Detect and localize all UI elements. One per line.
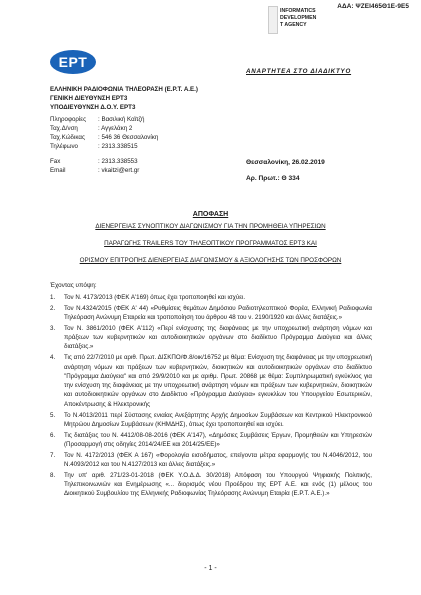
item-text: Τον Ν.4324/2015 (ΦΕΚ Α' 44) «Ρυθμίσεις θεμάτων Δημόσιου Ραδιοτηλεοπτικού Φορέα, Ελληνική Ραδιοφωνία Τηλεόραση Ανώνυμη Εταιρεία και τροποποίηση του άρθρου 48 του ν. 2190/1920 και άλλες διατάξεις.» [64, 304, 372, 322]
list-item [50, 353, 372, 409]
subject-line: ΟΡΙΣΜΟΥ ΕΠΙΤΡΟΠΗΣ ΔΙΕΝΕΡΓΕΙΑΣ ΔΙΑΓΩΝΙΣΜΟΥ & ΑΞΙΟΛΟΓΗΣΗΣ ΤΩΝ ΠΡΟΣΦΟΡΩΝ [79, 257, 342, 264]
contact-row [50, 125, 132, 132]
contact-value: : 2313.338515 [98, 143, 138, 150]
item-number: 8. [50, 471, 56, 479]
ert-logo: ΕΡΤ [50, 50, 96, 74]
stamp-line: T AGENCY [280, 22, 307, 28]
considering-heading: Έχοντας υπόψη: [50, 282, 97, 289]
stamp-text [280, 8, 316, 29]
place-date: Θεσσαλονίκη, 26.02.2019 [246, 159, 325, 166]
contact-value: : vkaitzi@ert.gr [98, 167, 140, 174]
item-text: Τον Ν. 4172/2013 (ΦΕΚ Α 167) «Φορολογία εισοδήματος, επείγοντα μέτρα εφαρμογής του Ν.4046/2012, του Ν.4093/2012 και του Ν.4127/2013 και άλλες διατάξεις.» [64, 451, 372, 469]
subject-line: ΠΑΡΑΓΩΓΗΣ TRAILERS ΤΟΥ ΤΗΛΕΟΠΤΙΚΟΥ ΠΡΟΓΡΑΜΜΑΤΟΣ ΕΡΤ3 ΚΑΙ [104, 240, 317, 247]
item-number: 1. [50, 294, 56, 301]
contact-value: : 546 36 Θεσσαλονίκη [98, 134, 159, 141]
stamp-icon [268, 6, 278, 34]
considerations-list [50, 293, 372, 500]
contact-value: : Αγγελάκη 2 [98, 125, 133, 132]
subject-line: ΔΙΕΝΕΡΓΕΙΑΣ ΣΥΝΟΠΤΙΚΟΥ ΔΙΑΓΩΝΙΣΜΟΥ ΓΙΑ ΤΗΝ ΠΡΟΜΗΘΕΙΑ ΥΠΗΡΕΣΙΩΝ [95, 223, 326, 230]
document-title: ΑΠΟΦΑΣΗ [192, 211, 229, 218]
org-subdirectorate: ΥΠΟΔΙΕΥΘΥΝΣΗ Δ.Ο.Υ. ΕΡΤ3 [50, 104, 136, 111]
list-item [50, 324, 372, 352]
contact-key: Τηλέφωνο [50, 143, 78, 150]
item-number: 2. [50, 304, 56, 312]
org-name: ΕΛΛΗΝΙΚΗ ΡΑΔΙΟΦΩΝΙΑ ΤΗΛΕΟΡΑΣΗ (Ε.Ρ.Τ. Α.Ε.) [50, 86, 198, 93]
item-number: 4. [50, 354, 56, 362]
contact-key: Πληροφορίες [50, 116, 87, 123]
contact-row [50, 158, 138, 165]
page-number: - 1 - [204, 565, 217, 572]
item-text: Το Ν.4013/2011 περί Σύστασης ενιαίας Ανεξάρτητης Αρχής Δημοσίων Συμβάσεων και Κεντρικού Ηλεκτρονικού Μητρώου Δημοσίων Συμβάσεων (ΚΗΜΔΗΣ), όπως έχει τροποποιηθεί και ισχύει. [64, 411, 372, 428]
contact-key: Email [50, 167, 66, 174]
stamp-line: INFORMATICS [280, 8, 316, 14]
stamp-line: DEVELOPMEN [280, 15, 317, 21]
contact-row [50, 134, 158, 141]
contact-row [50, 167, 139, 174]
contact-value: : 2313.338553 [98, 158, 138, 165]
ada-code: ΑΔΑ: ΨΖΕΙ465Θ1Ε-9Ε5 [337, 3, 409, 10]
list-item [50, 304, 372, 323]
contact-row [50, 116, 144, 123]
list-item [50, 293, 372, 302]
list-item [50, 431, 372, 450]
contact-key: Fax [50, 158, 61, 165]
contact-value: : Βασιλική Καϊτζή [98, 116, 145, 123]
item-text: Τον Ν. 4173/2013 (ΦΕΚ Α'169) όπως έχει τροποποιηθεί και ισχύει. [64, 294, 246, 301]
reference-number: Αρ. Πρωτ.: Θ 334 [246, 175, 300, 182]
list-item [50, 411, 372, 430]
contact-row [50, 143, 138, 150]
org-directorate: ΓΕΝΙΚΗ ΔΙΕΥΘΥΝΣΗ ΕΡΤ3 [50, 95, 128, 102]
item-text: Την υπ' αριθ. 271/23-01-2018 (ΦΕΚ Υ.Ο.Δ.Δ. 30/2018) Απόφαση του Υπουργού Ψηφιακής Πολιτικής, Τηλεπικοινωνιών και Ενημέρωσης «... διορισμός νέου Προέδρου της ΕΡΤ Α.Ε. και ενός (1) μέλους του Διοικητικού Συμβουλίου της Ελληνικής Ραδιοφωνίας Τηλεόρασης Ανώνυμη Εταιρία (Ε.Ρ.Τ. Α.Ε.).» [64, 471, 372, 498]
item-number: 5. [50, 411, 56, 419]
contact-key: Ταχ.Δ/νση [50, 125, 78, 132]
item-number: 6. [50, 431, 56, 439]
diavgeia-stamp [268, 6, 350, 32]
contact-key: Ταχ.Κώδικας [50, 134, 85, 141]
list-item [50, 451, 372, 470]
item-number: 3. [50, 324, 56, 332]
item-text: Τον Ν. 3861/2010 (ΦΕΚ Α'112) «Περί ενίσχυσης της διαφάνειας με την υποχρεωτική ανάρτηση νόμων και πράξεων των κυβερνητικών και αυτοδιοικητικών οργάνων στο διαδίκτυο Πρόγραμμα Διαύγεια και άλλες διατάξεις.» [64, 324, 372, 351]
list-item [50, 471, 372, 499]
post-online-note: ΑΝΑΡΤΗΤΕΑ ΣΤΟ ΔΙΑΔΙΚΤΥΟ [246, 68, 352, 75]
item-text: Τις από 22/7/2010 με αριθ. Πρωτ. ΔΙΣΚΠΟ/Φ.8/οικ/16752 με θέμα: Ενίσχυση της διαφάνειας με την υποχρεωτική ανάρτηση νόμων και πράξεων των κυβερνητικών, διοικητικών και αυτοδιοικητικών οργάνων στο διαδίκτυο "Πρόγραμμα Διαύγεια" και από 29/9/2010 και με αριθμ. Πρωτ. 20868 με θέμα: Συμπληρωματική εγκύκλιος για την ενίσχυση της διαφάνειας με την υποχρεωτική ανάρτηση νόμων και πράξεων των κυβερνητικών, διοικητικών και αυτοδιοικητικών οργάνων στο Διαδίκτυο «Πρόγραμμα Διαύγεια» εγκυκλίων του Υπουργείου Εσωτερικών, Αποκέντρωσης & Ηλεκτρονικής [64, 354, 372, 408]
item-number: 7. [50, 451, 56, 459]
item-text: Τις διατάξεις του Ν. 4412/08-08-2016 (ΦΕΚ Α'147), «Δημόσιες Συμβάσεις Έργων, Προμηθειών και Υπηρεσιών (Προσαρμογή στις οδηγίες 2014/24/ΕΕ και 2014/25/ΕΕ)» [64, 431, 372, 448]
